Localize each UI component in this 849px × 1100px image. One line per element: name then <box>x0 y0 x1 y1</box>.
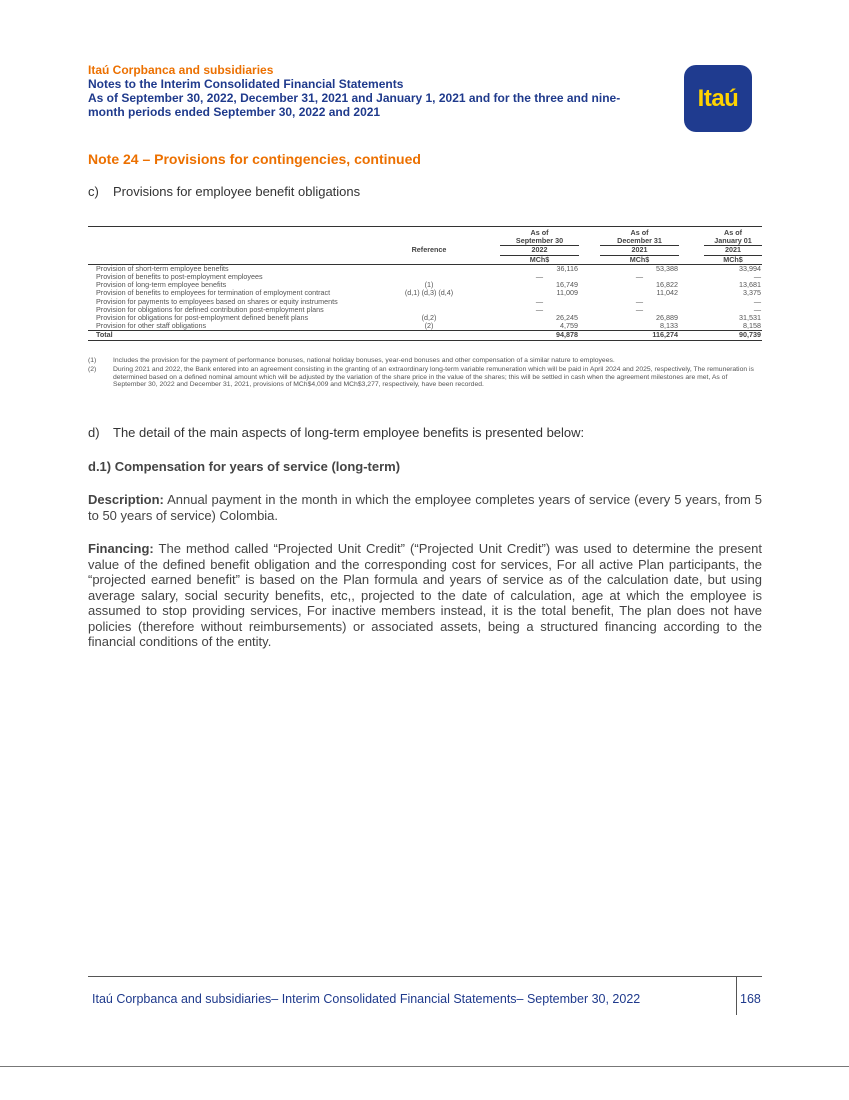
section-c-label: c) <box>88 184 99 199</box>
footer-vertical-divider <box>736 977 737 1015</box>
financing-text: The method called “Projected Unit Credit” (“Projected Unit Credit”) was used to determine the present value of the defined benefit obligation and the corresponding cost for services, For all active Plan participants, the “projected earned benefit” is based on the Plan formula and years of service as of the calculation date, but using average salary, social security benefits, etc,, projected to the date of calculation, age at which the employee is assumed to stop providing services, For inactive members instead, it is the total benefit, The plan does not have policies (therefore without reimbursements) or associated assets, being a structured financing according to the financial conditions of the entity. <box>88 541 762 649</box>
financing-label: Financing: <box>88 541 154 556</box>
col1-period: September 30 <box>500 237 579 246</box>
row-ref <box>373 298 485 306</box>
financing-paragraph <box>88 541 762 650</box>
description-label: Description: <box>88 492 164 507</box>
row-value: — <box>535 272 544 282</box>
row-value: 11,042 <box>656 288 678 298</box>
row-value: 16,822 <box>656 280 678 290</box>
total-value: 116,274 <box>652 330 678 340</box>
row-value: 36,116 <box>556 263 578 273</box>
row-label: Provision for obligations for post-employment defined benefit plans <box>96 313 309 323</box>
footnote-mark: (1) <box>88 357 97 364</box>
col3-year: 2021 <box>704 246 762 255</box>
row-label: Provision for other staff obligations <box>96 321 207 331</box>
col1-year: 2022 <box>500 246 579 255</box>
row-ref: (d,2) <box>421 313 437 323</box>
row-ref <box>373 264 485 273</box>
row-label: Provision of benefits to post-employment employees <box>96 272 263 282</box>
section-d-heading <box>88 425 584 440</box>
total-value: 90,739 <box>739 330 761 340</box>
row-value: — <box>635 304 644 314</box>
footnote-text: Includes the provision for the payment of performance bonuses, national holiday bonuses, year-end bonuses and other compensation of a similar nature to employees. <box>113 357 615 364</box>
row-value: 33,994 <box>739 263 761 273</box>
row-value: — <box>535 296 544 306</box>
row-value: 26,889 <box>656 313 678 323</box>
row-value: 16,749 <box>556 280 578 290</box>
row-ref: (1) <box>424 280 434 290</box>
row-value: 13,681 <box>739 280 761 290</box>
note-title: Note 24 – Provisions for contingencies, continued <box>88 151 421 167</box>
description-paragraph <box>88 492 762 523</box>
col2-unit: MCh$ <box>629 254 650 264</box>
row-value: — <box>753 304 761 314</box>
section-c-heading <box>88 184 360 199</box>
provisions-table <box>88 226 762 341</box>
subsection-heading: d.1) Compensation for years of service (long-term) <box>88 459 401 474</box>
col3-period: January 01 <box>704 237 762 246</box>
reference-header: Reference <box>411 245 447 255</box>
row-label: Provision of short-term employee benefits <box>96 263 229 273</box>
row-value: 8,133 <box>660 321 678 331</box>
row-value: — <box>535 304 544 314</box>
header-line-3: month periods ended September 30, 2022 and 2021 <box>88 105 381 119</box>
row-value: — <box>635 296 644 306</box>
row-label: Provision of long-term employee benefits <box>96 280 227 290</box>
footnote-2 <box>88 366 762 389</box>
col3-unit: MCh$ <box>723 254 743 264</box>
row-value: 31,531 <box>739 313 761 323</box>
footnote-text: During 2021 and 2022, the Bank entered into an agreement consisting in the granting of an extraordinary long-term variable remuneration which will be paid in April 2024 and 2025, respectively, The remuneration is determined based on a defined nominal amount which will be adjusted by the variation of the share price in the value of the shares; this will be settled in cash when the agreement milestones are met, As of September 30, 2022 and December 31, 2021, provisions of MCh$4,009 and MCh$3,277, respectively, have been recorded. <box>113 366 754 389</box>
page-bottom-rule <box>0 1066 849 1067</box>
footer-divider <box>88 976 762 977</box>
footer-text: Itaú Corpbanca and subsidiaries– Interim Consolidated Financial Statements– September 30, 2022 <box>92 992 641 1006</box>
col1-unit: MCh$ <box>529 254 550 264</box>
total-value: 94,878 <box>556 330 578 340</box>
row-value: 53,388 <box>656 263 678 273</box>
footnote-mark: (2) <box>88 366 97 373</box>
footnote-1 <box>88 357 762 365</box>
col3-top: As of <box>724 228 742 237</box>
row-value: 26,245 <box>556 313 578 323</box>
company-name: Itaú Corpbanca and subsidiaries <box>88 63 274 77</box>
row-value: 3,375 <box>743 288 761 298</box>
col2-period: December 31 <box>600 237 679 246</box>
header-line-1: Notes to the Interim Consolidated Financial Statements <box>88 77 404 91</box>
logo-text: Itaú <box>697 84 739 112</box>
section-d-title: The detail of the main aspects of long-term employee benefits is presented below: <box>113 425 585 440</box>
row-label: Provision for payments to employees based on shares or equity instruments <box>96 296 338 306</box>
description-text: Annual payment in the month in which the employee completes years of service (every 5 years, from 5 to 50 years of service) Colombia. <box>88 492 762 523</box>
col1-top: As of <box>530 228 549 237</box>
row-value: — <box>635 272 644 282</box>
row-ref: (d,1) (d,3) (d,4) <box>404 288 454 298</box>
section-c-title: Provisions for employee benefit obligations <box>113 184 361 199</box>
total-row <box>88 331 762 340</box>
total-label: Total <box>96 330 113 340</box>
row-value: — <box>753 296 761 306</box>
row-value: — <box>753 272 761 282</box>
row-value: 8,158 <box>743 321 761 331</box>
row-value: 11,009 <box>556 288 578 298</box>
itau-logo <box>684 65 752 132</box>
row-label: Provision for obligations for defined contribution post-employment plans <box>96 304 324 314</box>
header-line-2: As of September 30, 2022, December 31, 2021 and January 1, 2021 and for the three and nine- <box>88 91 621 105</box>
row-label: Provision of benefits to employees for termination of employment contract <box>96 288 331 298</box>
col2-year: 2021 <box>600 246 679 255</box>
row-ref: (2) <box>424 321 434 331</box>
row-value: 4,759 <box>560 321 578 331</box>
section-d-label: d) <box>88 425 100 440</box>
page-number: 168 <box>740 992 761 1006</box>
col2-top: As of <box>630 228 649 237</box>
